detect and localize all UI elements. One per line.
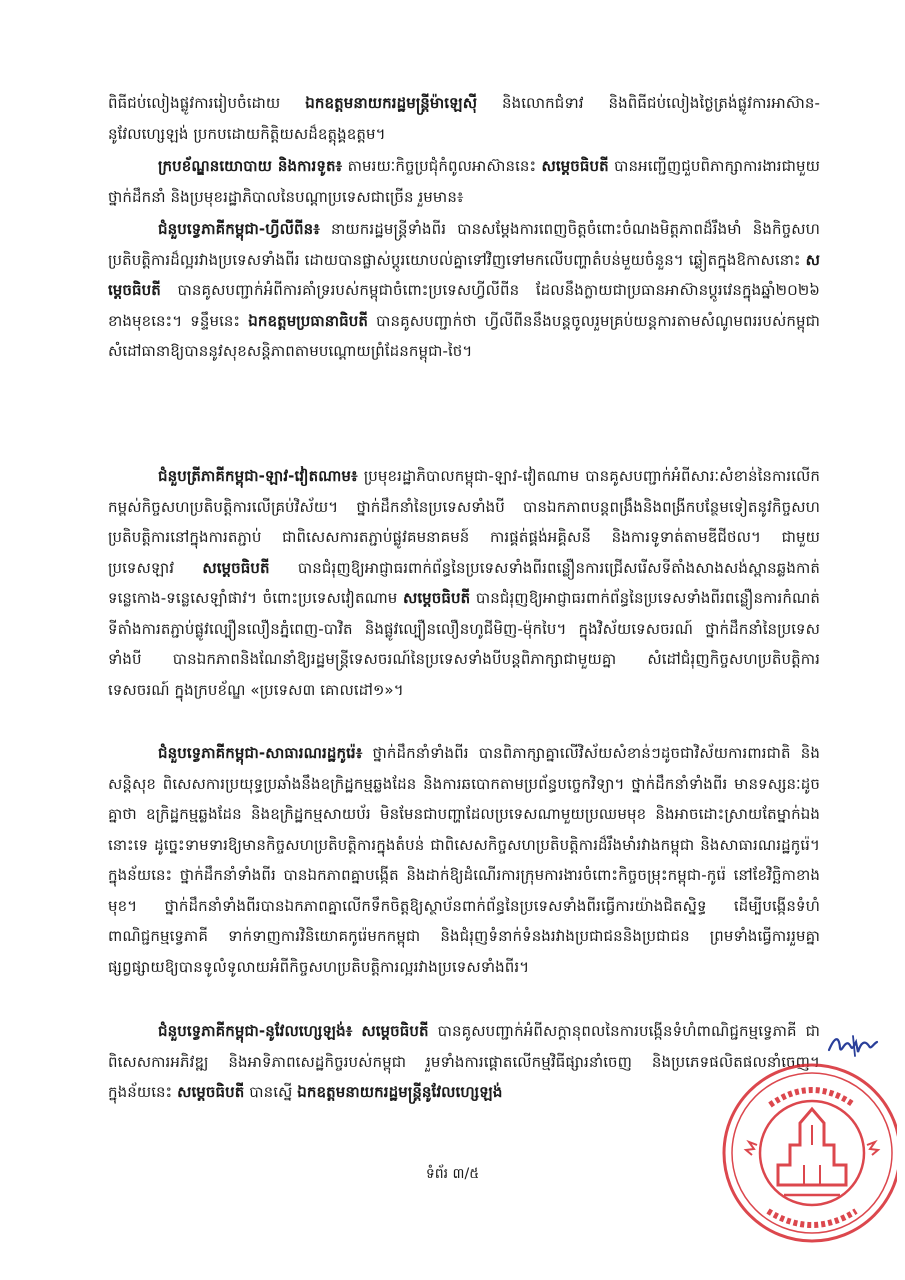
text-segment: ថ្នាក់ដឹកនាំទាំងពីរ បានពិភាក្សាគ្នាលើវិស័យសំខាន់ៗដូចជាវិស័យការពារជាតិ និងសន្តិសុខ ពិសេសការប្រយុទ្ធប្រឆាំងនឹងឧក្រិដ្ឋកម្មឆ្លងដែន និងការឆបោកតាមប្រព័ន្ធបច្ចេកវិទ្យា។ ថ្នាក់ដឹកនាំទាំងពីរ មានទស្សនៈដូចគ្នាថា ឧក្រិដ្ឋកម្មឆ្លងដែន និងឧក្រិដ្ឋកម្មសាយប័រ មិនមែនជាបញ្ហាដែលប្រទេសណាមួយប្រឈមមុខ និងអាចដោះស្រាយតែម្នាក់ឯងនោះទេ ដូច្នេះទាមទារឱ្យមានកិច្ចសហប្រតិបត្តិការក្នុងតំបន់ ជាពិសេសកិច្ចសហប្រតិបត្តិការដ៏រឹងមាំរវាងកម្ពុជា និងសាធារណរដ្ឋកូរ៉េ។ ក្នុងន័យនេះ ថ្នាក់ដឹកនាំទាំងពីរ បានឯកភាពគ្នាបង្កើត និងដាក់ឱ្យដំណើរការក្រុមការងារចំពោះកិច្ចចម្រុះកម្ពុជា-កូរ៉េ នៅខែវិច្ឆិកាខាងមុខ។ ថ្នាក់ដឹកនាំទាំងពីរបានឯកភាពគ្នាលើកទឹកចិត្តឱ្យស្ថាប័នពាក់ព័ន្ធនៃប្រទេសទាំងពីរធ្វើការយ៉ាងជិតស្និទ្ធ ដើម្បីបង្កើនទំហំពាណិជ្ជកម្មទ្វេភាគី ទាក់ទាញការវិនិយោគកូរ៉េមកកម្ពុជា និងជំរុញទំនាក់ទំនងរវាងប្រជាជននិងប្រជាជន ព្រមទាំងធ្វើការរួមគ្នាផ្សព្វផ្សាយឱ្យបានទូលំទូលាយអំពីកិច្ចសហប្រតិបត្តិការល្អរវាងប្រទេសទាំងពីរ។ (108, 744, 820, 976)
bold-text-segment: ជំនួបទ្វេភាគីកម្ពុជា-សាធារណរដ្ឋកូរ៉េ៖ (158, 744, 363, 762)
text-segment: បានជំរុញឱ្យអាជ្ញាធរពាក់ព័ន្ធនៃប្រទេសទាំងពីរពន្លឿនការកំណត់ទីតាំងការតភ្ជាប់ផ្លូវល្បឿនលឿនភ្នំពេញ-បាវិត និងផ្លូវល្បឿនលឿនហូជីមិញ-ម៉ុកបៃ។ ក្នុងវិស័យទេសចរណ៍ ថ្នាក់ដឹកនាំនៃប្រទេសទាំងបី បានឯកភាពនិងណែនាំឱ្យរដ្ឋមន្ត្រីទេសចរណ៍នៃប្រទេសទាំងបីបន្តពិភាក្សាជាមួយគ្នា សំដៅជំរុញកិច្ចសហប្រតិបត្តិការទេសចរណ៍ ក្នុងក្របខ័ណ្ឌ «ប្រទេស៣ គោលដៅ១»។ (108, 589, 820, 699)
bold-text-segment: សម្តេចធិបតី (361, 1022, 429, 1040)
text-segment: ពិធីជប់លៀងផ្លូវការរៀបចំដោយ (108, 94, 306, 112)
bold-text-segment: សម្តេចធិបតី (402, 589, 471, 607)
bold-text-segment: សម្តេចធិបតី (108, 250, 820, 299)
paragraph-political-diplomatic (108, 151, 820, 212)
text-segment: តាមរយៈកិច្ចប្រជុំកំពូលអាស៊ាននេះ (342, 157, 542, 175)
bold-text-segment: ក្របខ័ណ្ឌនយោបាយ និងការទូត៖ (158, 157, 343, 175)
text-segment: បានគូសបញ្ជាក់អំពីការគាំទ្ររបស់កម្ពុជាចំពោះប្រទេសហ្វីលីពីន ដែលនឹងក្លាយជាប្រធានអាស៊ានប្តូរវេនក្នុងឆ្នាំ២០២៦ ខាងមុខនេះ។ ទន្ទឹមនេះ (108, 281, 820, 330)
text-segment: បានគូសបញ្ជាក់ថា ហ្វីលីពីននឹងបន្តចូលរួមគ្រប់យន្តការតាមសំណូមពររបស់កម្ពុជា សំដៅធានាឱ្យបាននូវសុខសន្តិភាពតាមបណ្តោយព្រំដែនកម្ពុជា-ថៃ។ (108, 311, 820, 360)
paragraph-meeting-philippines (108, 214, 820, 367)
bold-text-segment: ជំនួបទ្វេភាគីកម្ពុជា-ហ្វីលីពីន៖ (158, 220, 320, 238)
text-segment: បានគូសបញ្ជាក់អំពីសក្តានុពលនៃការបង្កើនទំហំពាណិជ្ជកម្មទ្វេភាគី ជាពិសេសការអភិវឌ្ឍ និងអាទិភាពសេដ្ឋកិច្ចរបស់កម្ពុជា រួមទាំងការផ្តោតលើកម្មវិធីផ្សារនាំចេញ និងប្រភេទផលិតផលនាំចេញ។ ក្នុងន័យនេះ (108, 1022, 820, 1101)
text-segment: នាយករដ្ឋមន្ត្រីទាំងពីរ បានសម្តែងការពេញចិត្តចំពោះចំណងមិត្តភាពដ៏រឹងមាំ និងកិច្ចសហប្រតិបត្តិការដ៏ល្អរវាងប្រទេសទាំងពីរ ដោយបានផ្លាស់ប្តូរយោបល់គ្នាទៅវិញទៅមកលើបញ្ហាតំបន់មួយចំនួន។ ឆ្លៀតក្នុងឱកាសនោះ (108, 220, 820, 269)
text-segment: បានស្នើ (244, 1083, 298, 1101)
paragraph-meeting-cambodia-laos-vietnam (108, 461, 820, 705)
bold-text-segment: ឯកឧត្តមនាយករដ្ឋមន្ត្រីនូវែលហ្សេឡង់ (297, 1083, 503, 1101)
bold-text-segment: សម្តេចធិបតី (202, 558, 270, 577)
text-segment: បានអញ្ជើញជួបពិភាក្សាការងារជាមួយថ្នាក់ដឹកនាំ និងប្រមុខរដ្ឋាភិបាលនៃបណ្តាប្រទេសជាច្រើន រួមមាន៖ (108, 157, 820, 206)
paragraph-meeting-korea (108, 738, 820, 982)
bold-text-segment: ឯកឧត្តមនាយករដ្ឋមន្ត្រីម៉ាឡេស៊ី (305, 94, 478, 112)
official-seal-icon (712, 1005, 897, 1280)
paragraph-dinner-events (108, 88, 820, 149)
text-segment: បានជំរុញឱ្យអាជ្ញាធរពាក់ព័ន្ធនៃប្រទេសទាំងពីរពន្លឿនការជ្រើសរើសទីតាំងសាងសង់ស្ពានឆ្លងកាត់ទន្លេកោង-ទន្លេសេឡាំផាវ។ ចំពោះប្រទេសវៀតណាម (108, 558, 820, 607)
text-segment: និងលោកជំទាវ និងពិធីជប់លៀងថ្ងៃត្រង់ផ្លូវការអាស៊ាន-នូវែលហ្សេឡង់ ប្រកបដោយកិត្តិយសដ៏ឧត្តុង្គឧត្តម។ (108, 94, 820, 143)
bold-text-segment: ជំនួបទ្វេភាគីកម្ពុជា-នូវែលហ្សេឡង់៖ (158, 1022, 353, 1040)
bold-text-segment: ឯកឧត្តមប្រធានាធិបតី (248, 311, 369, 330)
bold-text-segment: សម្តេចធិបតី (541, 157, 609, 175)
text-segment: ប្រមុខរដ្ឋាភិបាលកម្ពុជា-ឡាវ-វៀតណាម បានគូសបញ្ជាក់អំពីសារៈសំខាន់នៃការលើកកម្ពស់កិច្ចសហប្រតិបត្តិការលើគ្រប់វិស័យ។ ថ្នាក់ដឹកនាំនៃប្រទេសទាំងបី បានឯកភាពបន្តពង្រឹងនិងពង្រីកបន្ថែមទៀតនូវកិច្ចសហប្រតិបត្តិការនៅក្នុងការតភ្ជាប់ ជាពិសេសការតភ្ជាប់ផ្លូវគមនាគមន៍ ការផ្គត់ផ្គង់អគ្គិសនី និងការទូទាត់តាមឌីជីថល។ ជាមួយប្រទេសឡាវ (108, 467, 820, 577)
bold-text-segment: សម្តេចធិបតី (177, 1083, 245, 1101)
bold-text-segment: ជំនួបត្រីភាគីកម្ពុជា-ឡាវ-វៀតណាម៖ (158, 467, 358, 485)
page-number: ទំព័រ ៣/៥ (425, 1166, 480, 1182)
